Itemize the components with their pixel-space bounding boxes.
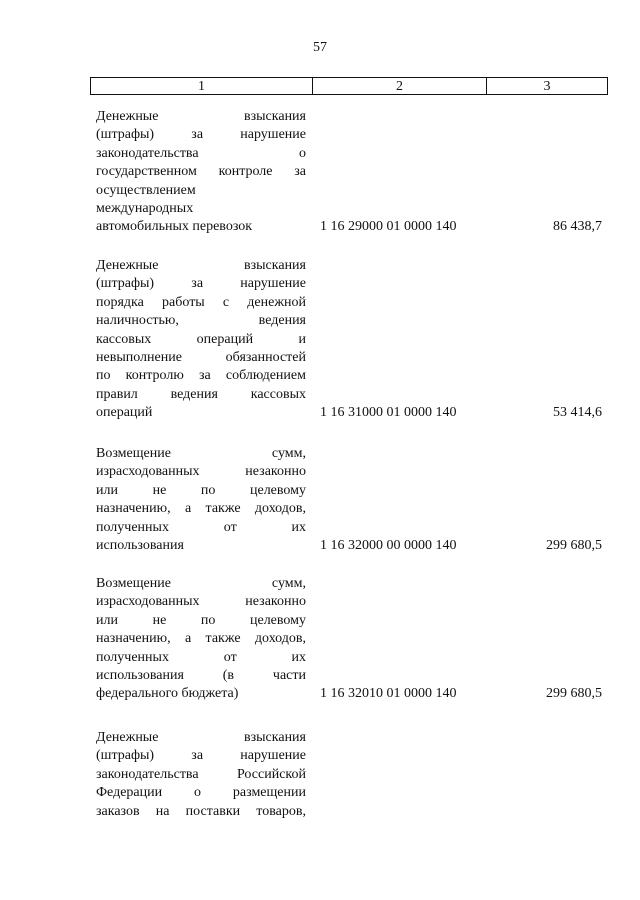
description-line: Денежные взыскания — [96, 258, 306, 273]
description-line: правил ведения кассовых — [96, 386, 306, 402]
description-line: законодательства Российской — [96, 766, 306, 782]
description-line: осуществлением — [96, 182, 196, 198]
description-line: (штрафы) за нарушение — [96, 127, 306, 143]
description-line: наличностью, ведения — [96, 313, 306, 329]
description-line: Возмещение сумм, — [96, 446, 306, 461]
row-description — [96, 108, 306, 237]
row-code: 1 16 32000 00 0000 140 — [320, 538, 457, 553]
description-line: невыполнение обязанностей — [96, 349, 306, 365]
table-header-cell-1: 1 — [198, 78, 205, 94]
description-line: израсходованных незаконно — [96, 594, 306, 610]
description-line: Денежные взыскания — [96, 730, 306, 745]
description-line: Федерации о размещении — [96, 785, 306, 801]
row-code: 1 16 29000 01 0000 140 — [320, 219, 457, 235]
description-line: назначению, а также доходов, — [96, 631, 306, 647]
row-description — [96, 257, 306, 423]
description-line: (штрафы) за нарушение — [96, 748, 306, 764]
description-line: полученных от их — [96, 519, 306, 535]
description-line: использования — [96, 537, 184, 553]
page-number: 57 — [313, 40, 327, 55]
description-line: или не по целевому — [96, 612, 306, 628]
row-description — [96, 445, 306, 555]
row-amount: 299 680,5 — [546, 538, 602, 553]
row-amount: 299 680,5 — [546, 686, 602, 702]
description-line: Денежные взыскания — [96, 109, 306, 124]
row-code: 1 16 31000 01 0000 140 — [320, 405, 457, 421]
description-line: назначению, а также доходов, — [96, 501, 306, 517]
row-description — [96, 729, 306, 821]
row-amount: 53 414,6 — [553, 405, 602, 421]
description-line: израсходованных незаконно — [96, 464, 306, 480]
description-line: использования (в части — [96, 667, 306, 683]
row-description — [96, 575, 306, 704]
description-line: полученных от их — [96, 649, 306, 665]
description-line: законодательства о — [96, 145, 306, 161]
table-header-cell-3: 3 — [486, 78, 607, 94]
description-line: автомобильных перевозок — [96, 219, 253, 235]
table-header-row — [90, 77, 608, 95]
description-line: государственном контроле за — [96, 164, 306, 180]
description-line: заказов на поставки товаров, — [96, 803, 306, 819]
row-amount: 86 438,7 — [553, 219, 602, 235]
description-line: кассовых операций и — [96, 331, 306, 347]
description-line: по контролю за соблюдением — [96, 368, 306, 384]
row-code: 1 16 32010 01 0000 140 — [320, 686, 457, 702]
description-line: Возмещение сумм, — [96, 576, 306, 591]
description-line: порядка работы с денежной — [96, 294, 306, 310]
table-header-cell-2: 2 — [312, 78, 486, 94]
description-line: или не по целевому — [96, 482, 306, 498]
description-line: федерального бюджета) — [96, 686, 239, 702]
description-line: международных — [96, 200, 194, 216]
description-line: операций — [96, 405, 153, 421]
description-line: (штрафы) за нарушение — [96, 276, 306, 292]
